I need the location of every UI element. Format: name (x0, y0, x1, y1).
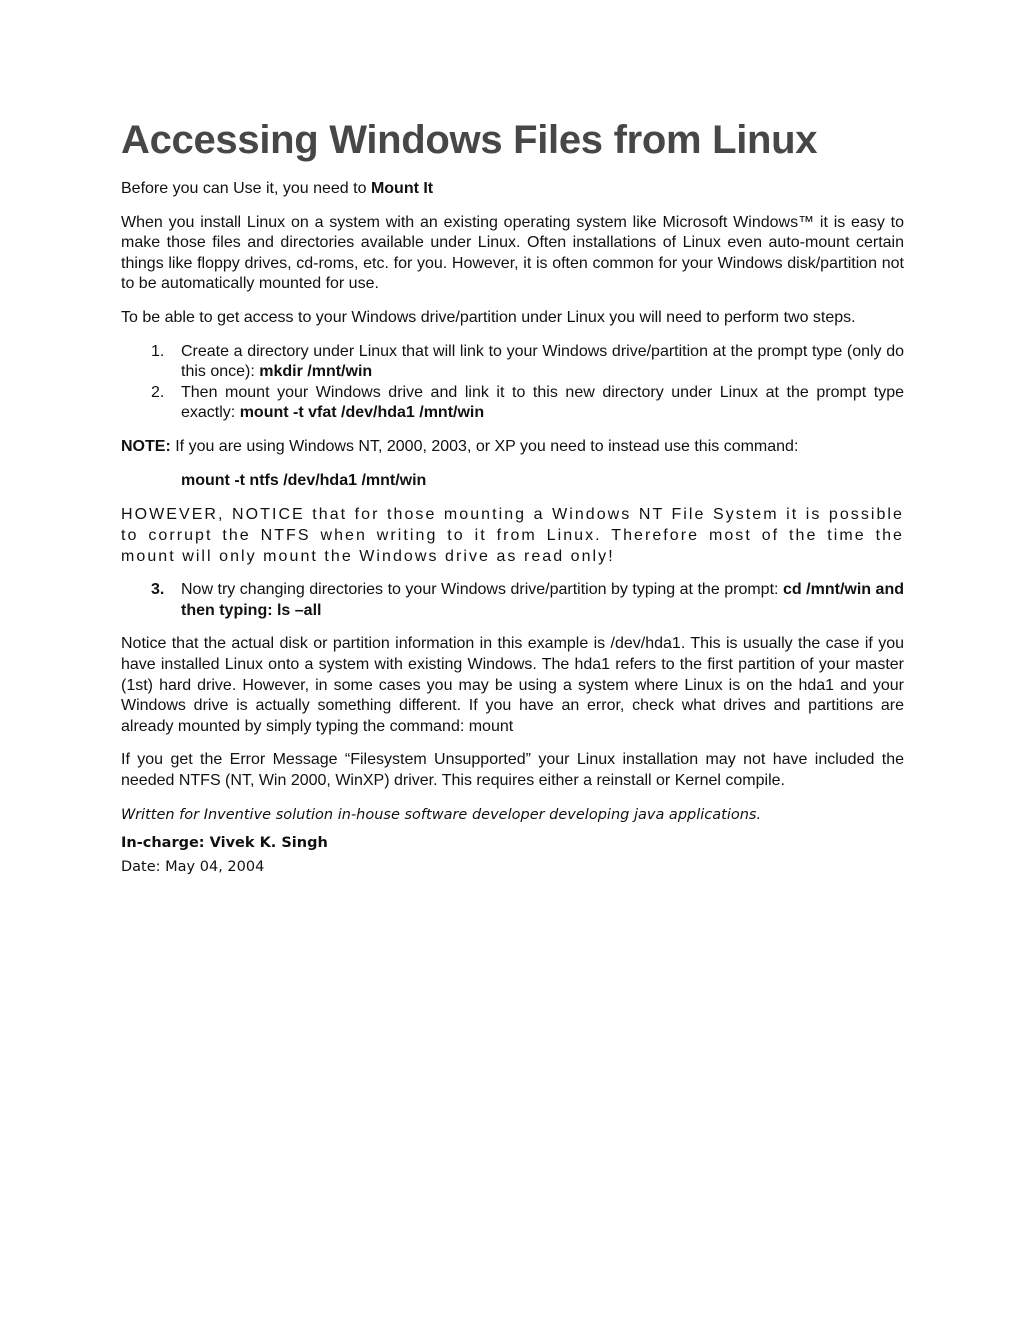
step-command: mount -t vfat /dev/hda1 /mnt/win (239, 404, 485, 422)
list-item-step-1 (121, 342, 904, 383)
step-number: 2. (151, 383, 165, 401)
intro-text: Before you can Use it, you need to (121, 180, 371, 197)
steps-list (121, 342, 904, 424)
list-item-step-3 (121, 580, 904, 621)
step-number: 1. (151, 342, 165, 360)
paragraph-install: When you install Linux on a system with an existing operating system like Microsoft Windows™ it is easy to make those files and directories available under Linux. Often installations of Linux even auto-mount certain things like floppy drives, cd-roms, etc. for you. However, it is often common for your Windows disk/partition not to be automatically mounted for use. (121, 213, 904, 293)
document-title: Accessing Windows Files from Linux (121, 118, 818, 162)
list-item-step-2 (121, 383, 904, 424)
in-charge-line: In-charge: Vivek K. Singh (121, 835, 328, 852)
note-label: NOTE: (121, 437, 171, 455)
paragraph-error-message: If you get the Error Message “Filesystem Unsupported” your Linux installation may not have included the needed NTFS (NT, Win 2000, WinXP) driver. This requires either a reinstall or Kernel compile. (121, 751, 904, 789)
step-text: Now try changing directories to your Windows drive/partition by typing at the prompt: (181, 581, 783, 599)
step-3-list (121, 580, 904, 621)
date-line: Date: May 04, 2004 (121, 859, 265, 876)
step-text: Then mount your Windows drive and link it to this new directory under Linux at the prompt type exactly: (181, 383, 904, 422)
document-page (121, 116, 904, 877)
written-for-note: Written for Inventive solution in-house software developer developing java applications. (121, 807, 762, 824)
step-text: Create a directory under Linux that will link to your Windows drive/partition at the prompt type (only do this once): (181, 342, 904, 381)
intro-line (121, 179, 904, 200)
ntfs-warning: HOWEVER, NOTICE that for those mounting a Windows NT File System it is possible to corrupt the NTFS when writing to it from Linux. Therefore most of the time the mount will only mount the Windows drive as read only! (121, 506, 904, 566)
note-paragraph (121, 437, 904, 458)
note-text: If you are using Windows NT, 2000, 2003, or XP you need to instead use this command: (170, 437, 799, 455)
intro-emphasis: Mount It (370, 180, 434, 197)
ntfs-command: mount -t ntfs /dev/hda1 /mnt/win (181, 471, 427, 489)
paragraph-steps-intro: To be able to get access to your Windows drive/partition under Linux you will need to perform two steps. (121, 308, 856, 326)
step-command: cd /mnt/win and then typing: ls –all (181, 581, 904, 619)
paragraph-partition-notice: Notice that the actual disk or partition information in this example is /dev/hda1. This is usually the case if you have installed Linux onto a system with existing Windows. The hda1 refers to the first partition of your master (1st) hard drive. However, in some cases you may be using a system where Linux is on the hda1 and your Windows drive is actually something different. If you have an error, check what drives and partitions are already mounted by simply typing the command: mount (121, 635, 904, 735)
step-command: mkdir /mnt/win (259, 363, 373, 381)
step-number: 3. (151, 581, 165, 599)
